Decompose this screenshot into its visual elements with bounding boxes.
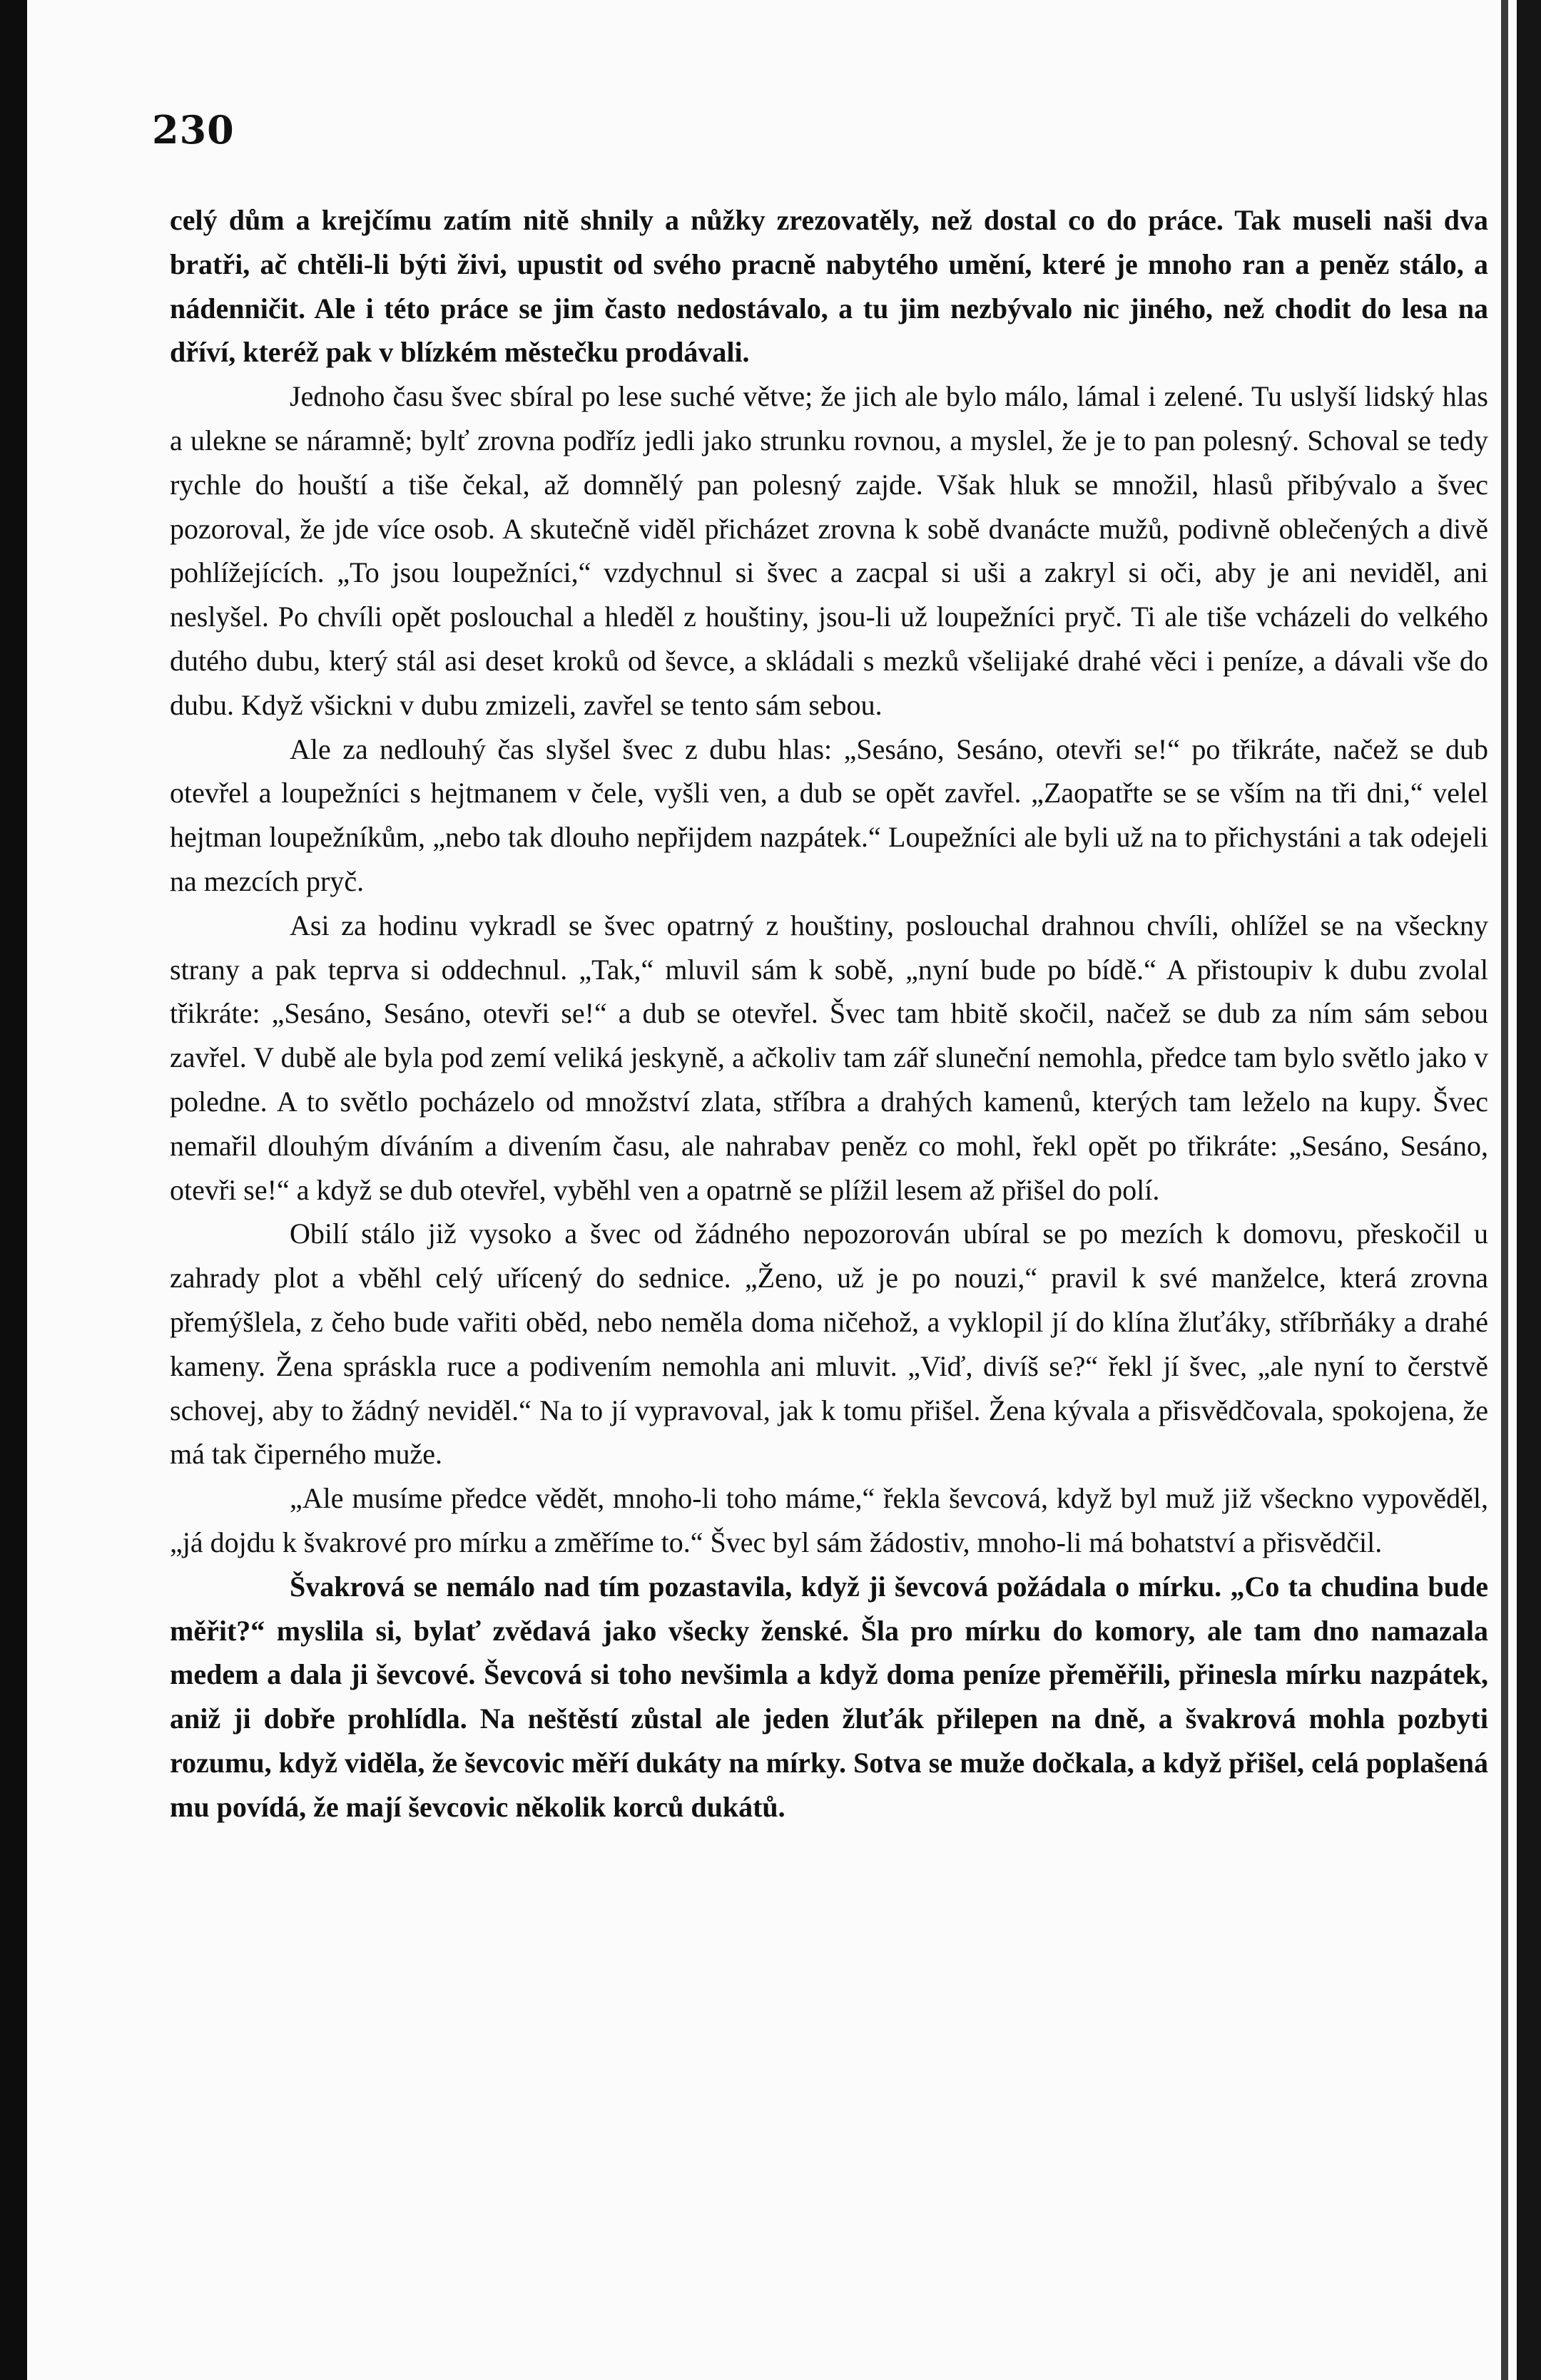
paragraph-6: „Ale musíme předce vědět, mnoho-li toho máme,“ řekla ševcová, když byl muž již všeckno vypověděl, „já dojdu k švakrové pro mírku a změříme to.“ Švec byl sám žádostiv, mnoho-li má bohatství a přisvědčil. xyxy=(170,1482,1488,1558)
paragraph-5: Obilí stálo již vysoko a švec od žádného nepozorován ubíral se po mezích k domovu, přeskočil u zahrady plot a vběhl celý uřícený do sednice. „Ženo, už je po nouzi,“ pravil k své manželce, která zrovna přemýšlela, z čeho bude vařiti oběd, nebo neměla doma ničehož, a vyklopil jí do klína žluťáky, stříbrňáky a drahé kameny. Žena spráskla ruce a podivením nemohla ani mluvit. „Viď, divíš se?“ řekl jí švec, „ale nyní to čerstvě schovej, aby to žádný neviděl.“ Na to jí vypravoval, jak k tomu přišel. Žena kývala a přisvědčovala, spokojena, že má tak čiperného muže. xyxy=(170,1217,1488,1471)
paragraph-1: celý dům a krejčímu zatím nitě shnily a nůžky zrezovatěly, než dostal co do práce. Tak museli naši dva bratři, ač chtěli-li býti živi, upustit od svého pracně nabytého umění, které je mnoho ran a peněz stálo, a nádenničit. Ale i této práce se jim často nedostávalo, a tu jim nezbývalo nic jiného, než chodit do lesa na dříví, kteréž pak v blízkém městečku prodávali. xyxy=(170,204,1488,369)
page-edge-shadow xyxy=(1501,0,1508,2380)
paragraph-7: Švakrová se nemálo nad tím pozastavila, když ji ševcová požádala o mírku. „Co ta chudina bude měřit?“ myslila si, bylať zvědavá jako všecky ženské. Šla pro mírku do komory, ale tam dno namazala medem a dala ji ševcové. Ševcová si toho nevšimla a když doma peníze přeměřili, přinesla mírku nazpátek, aniž ji dobře prohlídla. Na neštěstí zůstal ale jeden žluťák přilepen na dně, a švakrová mohla pozbyti rozumu, když viděla, že ševcovic měří dukáty na mírky. Sotva se muže dočkala, a když přišel, celá poplašená mu povídá, že mají ševcovic několik korců dukátů. xyxy=(170,1570,1488,1823)
paragraph-4: Asi za hodinu vykradl se švec opatrný z houštiny, poslouchal drahnou chvíli, ohlížel se na všeckny strany a pak teprva si oddechnul. „Tak,“ mluvil sám k sobě, „nyní bude po bídě.“ A přistoupiv k dubu zvolal třikráte: „Sesáno, Sesáno, otevři se!“ a dub se otevřel. Švec tam hbitě skočil, načež se dub za ním sám sebou zavřel. V dubě ale byla pod zemí veliká jeskyně, a ačkoliv tam zář sluneční nemohla, předce tam bylo světlo jako v poledne. A to světlo pocházelo od množství zlata, stříbra a drahých kamenů, kterých tam leželo na kupy. Švec nemařil dlouhým díváním a divením času, ale nahrabav peněz co mohl, řekl opět po třikráte: „Sesáno, Sesáno, otevři se!“ a když se dub otevřel, vyběhl ven a opatrně se plížil lesem až přišel do polí. xyxy=(170,909,1488,1206)
page-text xyxy=(170,198,1488,1829)
scan-border xyxy=(1517,0,1541,2380)
page-number: 230 xyxy=(152,107,235,153)
paragraph-2: Jednoho času švec sbíral po lese suché větve; že jich ale bylo málo, lámal i zelené. Tu uslyší lidský hlas a ulekne se náramně; bylť zrovna podříz jedli jako strunku rovnou, a myslel, že je to pan polesný. Schoval se tedy rychle do houští a tiše čekal, až domnělý pan polesný zajde. Však hluk se množil, hlasů přibývalo a švec pozoroval, že jde více osob. A skutečně viděl přicházet zrovna k sobě dvanácte mužů, podivně oblečených a divě pohlížejících. „To jsou loupežníci,“ vzdychnul si švec a zacpal si uši a zakryl si oči, aby je ani neviděl, ani neslyšel. Po chvíli opět poslouchal a hleděl z houštiny, jsou-li už loupežníci pryč. Ti ale tiše vcházeli do velkého dutého dubu, který stál asi deset kroků od ševce, a skládali s mezků všelijaké drahé věci i peníze, a dávali vše do dubu. Když všickni v dubu zmizeli, zavřel se tento sám sebou. xyxy=(170,380,1488,721)
paragraph-3: Ale za nedlouhý čas slyšel švec z dubu hlas: „Sesáno, Sesáno, otevři se!“ po třikráte, načež se dub otevřel a loupežníci s hejtmanem v čele, vyšli ven, a dub se opět zavřel. „Zaopatřte se se vším na tři dni,“ velel hejtman loupežníkům, „nebo tak dlouho nepřijdem nazpátek.“ Loupežníci ale byli už na to přichystáni a tak odejeli na mezcích pryč. xyxy=(170,732,1488,897)
book-page xyxy=(27,0,1517,2380)
